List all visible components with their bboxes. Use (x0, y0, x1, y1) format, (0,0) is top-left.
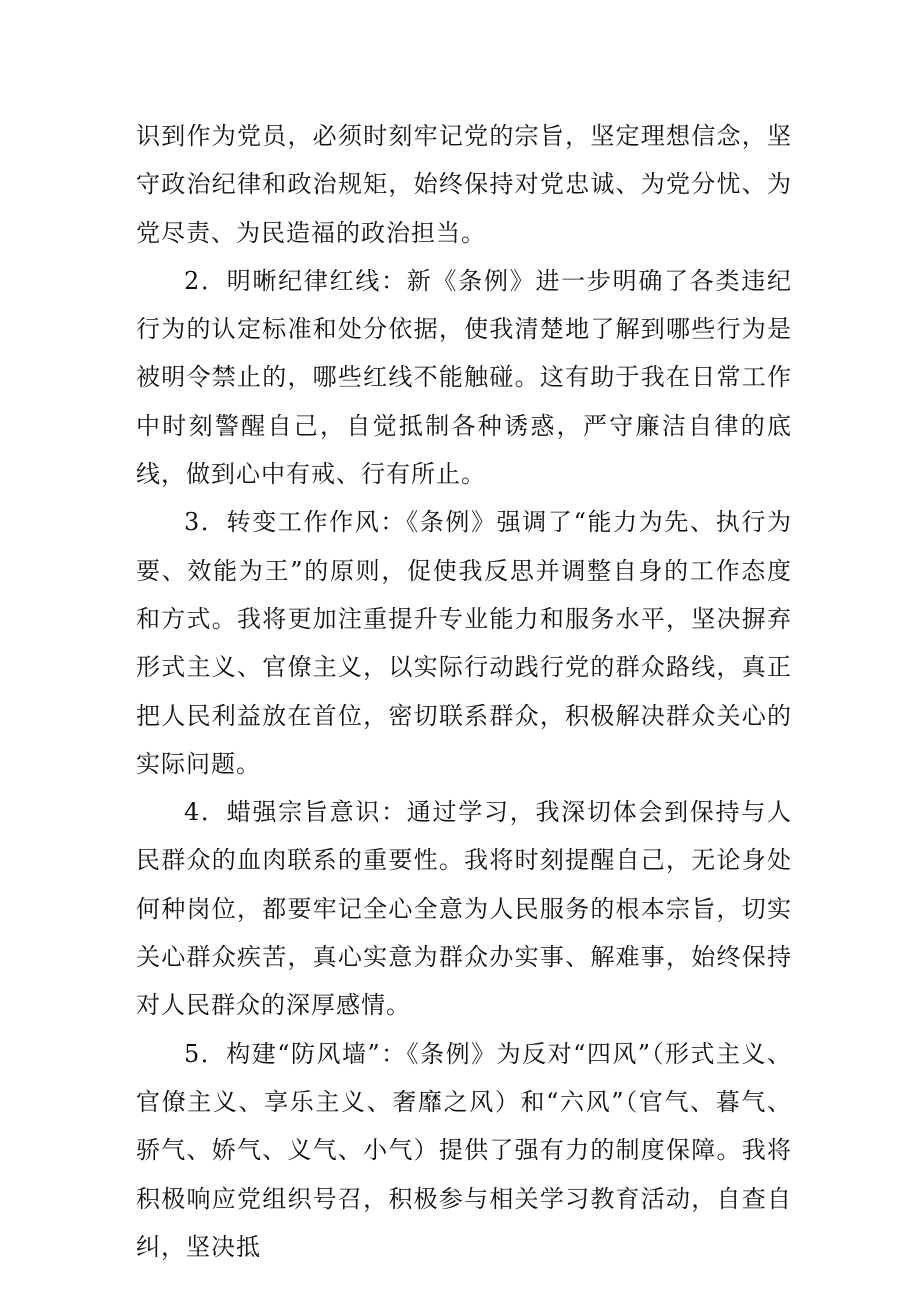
paragraph-continuation: 识到作为党员，必须时刻牢记党的宗旨，坚定理想信念，坚守政治纪律和政治规矩，始终保持对党忠诚、为党分忧、为党尽责、为民造福的政治担当。 (136, 122, 792, 247)
paragraph-item-4: 4．蜡强宗旨意识：通过学习，我深切体会到保持与人民群众的血肉联系的重要性。我将时刻提醒自己，无论身处何种岗位，都要牢记全心全意为人民服务的根本宗旨，切实关心群众疾苦，真心实意为群众办实事、解难事，始终保持对人民群众的深厚感情。 (136, 798, 792, 1020)
paragraph-item-3: 3．转变工作作风：《条例》强调了“能力为先、执行为要、效能为王”的原则，促使我反思并调整自身的工作态度和方式。我将更加注重提升专业能力和服务水平，坚决摒弃形式主义、官僚主义，以实际行动践行党的群众路线，真正把人民利益放在首位，密切联系群众，积极解决群众关心的实际问题。 (136, 508, 792, 778)
paragraph-item-2: 2．明晰纪律红线：新《条例》进一步明确了各类违纪行为的认定标准和处分依据，使我清楚地了解到哪些行为是被明令禁止的，哪些红线不能触碰。这有助于我在日常工作中时刻警醒自己，自觉抵制各种诱惑，严守廉洁自律的底线，做到心中有戒、行有所止。 (136, 266, 792, 489)
paragraph-item-5: 5．构建“防风墙”：《条例》为反对“四风”（形式主义、官僚主义、享乐主义、奢靡之风）和“六风”（官气、暮气、骄气、娇气、义气、小气）提供了强有力的制度保障。我将积极响应党组织号召，积极参与相关学习教育活动，自查自纠，坚决抵 (136, 1039, 792, 1261)
document-body (136, 112, 792, 1271)
